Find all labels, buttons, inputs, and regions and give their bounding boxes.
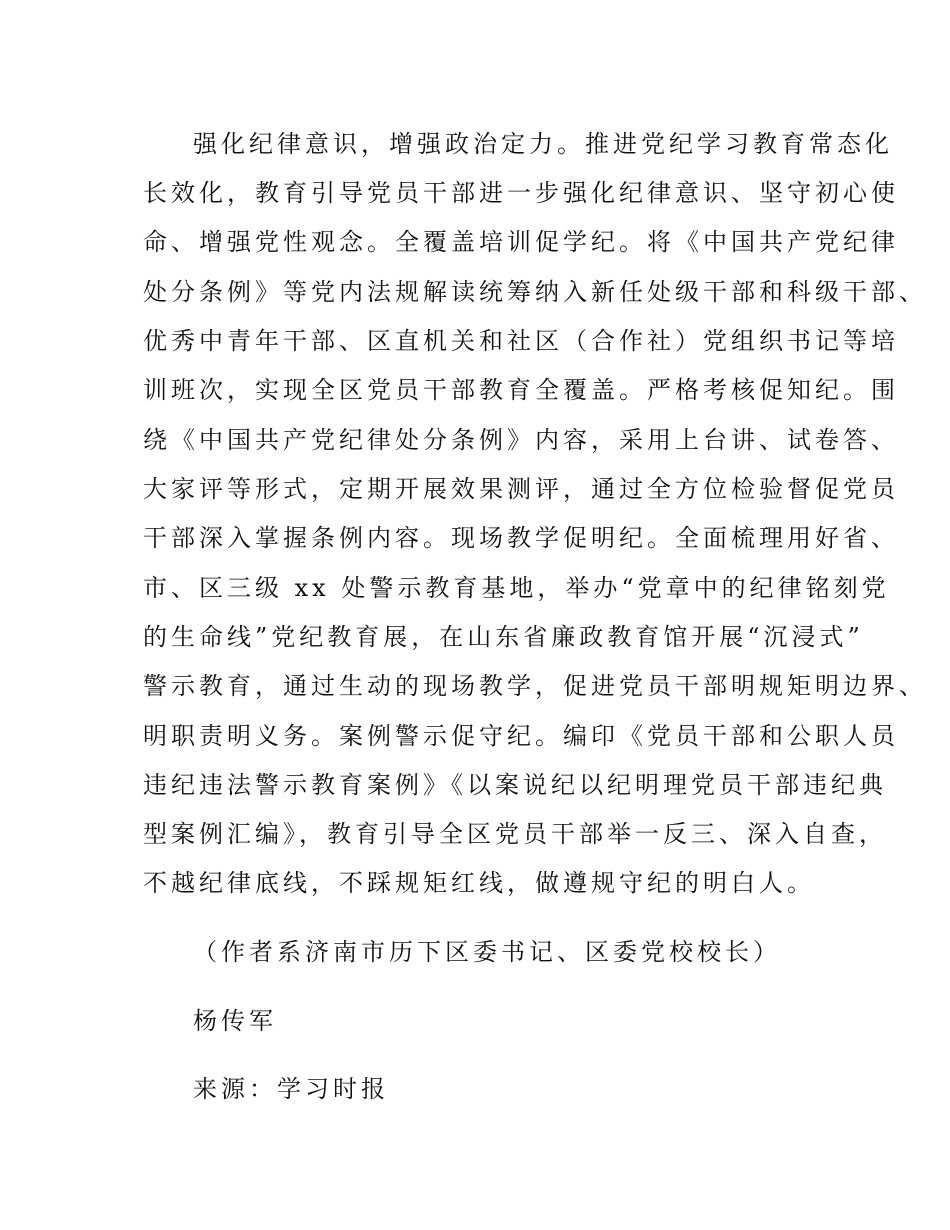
paragraph-line-8: 大家评等形式，定期开展效果测评，通过全方位检验督促党员 [143, 475, 899, 503]
author-name: 杨传军 [193, 1007, 277, 1035]
paragraph-line-2: 长效化，教育引导党员干部进一步强化纪律意识、坚守初心使 [143, 179, 899, 207]
paragraph-line-9: 干部深入掌握条例内容。现场教学促明纪。全面梳理用好省、 [143, 524, 899, 552]
paragraph-line-4: 处分条例》等党内法规解读统筹纳入新任处级干部和科级干部、 [143, 278, 927, 306]
author-note: （作者系济南市历下区委书记、区委党校校长） [193, 938, 781, 966]
source-line: 来源：学习时报 [193, 1075, 389, 1103]
paragraph-line-13: 明职责明义务。案例警示促守纪。编印《党员干部和公职人员 [143, 722, 899, 750]
paragraph-line-14: 违纪违法警示教育案例》《以案说纪以纪明理党员干部违纪典 [143, 771, 887, 799]
paragraph-line-12: 警示教育，通过生动的现场教学，促进党员干部明规矩明边界、 [143, 672, 927, 700]
paragraph-line-10: 市、区三级 xx 处警示教育基地，举办“党章中的纪律铭刻党 [143, 574, 890, 602]
paragraph-line-6: 训班次，实现全区党员干部教育全覆盖。严格考核促知纪。围 [143, 376, 899, 404]
paragraph-line-11: 的生命线”党纪教育展，在山东省廉政教育馆开展“沉浸式” [143, 623, 864, 651]
paragraph-line-3: 命、增强党性观念。全覆盖培训促学纪。将《中国共产党纪律 [143, 228, 899, 256]
paragraph-line-15: 型案例汇编》，教育引导全区党员干部举一反三、深入自查， [143, 820, 887, 848]
paragraph-line-1: 强化纪律意识，增强政治定力。推进党纪学习教育常态化 [193, 130, 893, 158]
paragraph-line-7: 绕《中国共产党纪律处分条例》内容，采用上台讲、试卷答、 [143, 426, 899, 454]
paragraph-line-5: 优秀中青年干部、区直机关和社区（合作社）党组织书记等培 [143, 327, 899, 355]
paragraph-line-16: 不越纪律底线，不踩规矩红线，做遵规守纪的明白人。 [143, 869, 815, 897]
